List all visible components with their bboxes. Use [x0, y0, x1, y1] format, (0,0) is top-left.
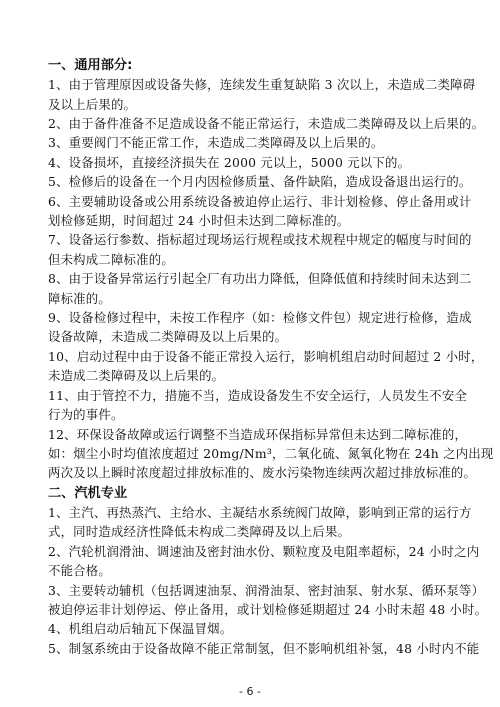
section-turbine-items	[48, 503, 488, 658]
list-item	[48, 230, 472, 269]
list-item-line: 但未构成二障标准的。	[48, 251, 174, 267]
list-item-line: 如：烟尘小时均值浓度超过 20mg/Nm³，二氧化硫、氮氧化物在 24h 之内出现	[48, 445, 494, 461]
list-item-line: 及以上后果的。	[48, 96, 137, 112]
list-item	[48, 153, 454, 172]
list-item-line: 3、重要阀门不能正常工作，未造成二类障碍及以上后果的。	[48, 135, 384, 151]
list-item-line: 划检修延期，时间超过 24 小时但未达到二障标准的。	[48, 213, 350, 229]
list-item	[48, 192, 472, 231]
list-item-line: 2、由于备件准备不足造成设备不能正常运行，未造成二类障碍及以上后果的。	[48, 116, 485, 132]
list-item	[48, 619, 454, 638]
section-general-items	[48, 75, 494, 483]
document-page	[48, 56, 494, 658]
list-item	[48, 269, 472, 308]
list-item-line: 不能合格。	[48, 563, 111, 579]
list-item-line: 两次及以上瞬时浓度超过排放标准的、废水污染物连续两次超过排放标准的。	[48, 465, 477, 481]
list-item	[48, 133, 454, 152]
list-item-line: 8、由于设备异常运行引起全厂有功出力降低，但降低值和持续时间未达到二	[48, 271, 472, 287]
list-item	[48, 75, 476, 114]
list-item-line: 4、设备损坏，直接经济损失在 2000 元以上，5000 元以下的。	[48, 154, 411, 170]
section-heading-turbine: 二、汽机专业	[48, 485, 128, 501]
list-item-line: 6、主要辅助设备或公用系统设备被迫停止运行、非计划检修、停止备用或计	[48, 193, 472, 209]
list-item	[48, 386, 468, 425]
list-item-line: 1、由于管理原因或设备失修，连续发生重复缺陷 3 次以上，未造成二类障碍	[48, 77, 476, 93]
page-number: - 6 -	[239, 685, 261, 698]
list-item-line: 5、制氢系统由于设备故障不能正常制氢，但不影响机组补氢，48 小时内不能	[48, 640, 480, 656]
list-item	[48, 114, 485, 133]
list-item-line: 11、由于管控不力，措施不当，造成设备发生不安全运行，人员发生不安全	[48, 387, 468, 403]
list-item-line: 9、设备检修过程中，未按工作程序（如：检修文件包）规定进行检修，造成	[48, 310, 472, 326]
list-item-line: 设备故障，未造成二类障碍及以上后果的。	[48, 329, 288, 345]
list-item	[48, 581, 488, 620]
list-item-line: 被迫停运非计划停运、停止备用，或计划检修延期超过 24 小时未超 48 小时。	[48, 601, 488, 617]
list-item-line: 2、汽轮机润滑油、调速油及密封油水份、颗粒度及电阻率超标，24 小时之内	[48, 543, 480, 559]
list-item	[48, 503, 472, 542]
list-item-line: 1、主汽、再热蒸汽、主给水、主凝结水系统阀门故障，影响到正常的运行方	[48, 504, 472, 520]
list-item-line: 7、设备运行参数、指标超过现场运行规程或技术规程中规定的幅度与时间的	[48, 232, 472, 248]
list-item	[48, 308, 472, 347]
list-item	[48, 639, 480, 658]
list-item	[48, 425, 494, 483]
list-item	[48, 172, 472, 191]
list-item	[48, 542, 480, 581]
list-item-line: 3、主要转动辅机（包括调速油泵、润滑油泵、密封油泵、射水泵、循环泵等）	[48, 582, 485, 598]
list-item-line: 4、机组启动后轴瓦下保温冒烟。	[48, 621, 233, 637]
list-item-line: 10、启动过程中由于设备不能正常投入运行，影响机组启动时间超过 2 小时，	[48, 348, 484, 364]
list-item-line: 12、环保设备故障或运行调整不当造成环保指标异常但未达到二障标准的，	[48, 426, 468, 442]
section-heading-general: 一、通用部分:	[48, 58, 133, 73]
list-item	[48, 347, 484, 386]
list-item-line: 式，同时造成经济性降低未构成二类障碍及以上后果。	[48, 524, 351, 540]
list-item-line: 行为的事件。	[48, 407, 124, 423]
list-item-line: 未造成二类障碍及以上后果的。	[48, 368, 225, 384]
list-item-line: 障标准的。	[48, 290, 111, 306]
list-item-line: 5、检修后的设备在一个月内因检修质量、备件缺陷，造成设备退出运行的。	[48, 174, 472, 190]
